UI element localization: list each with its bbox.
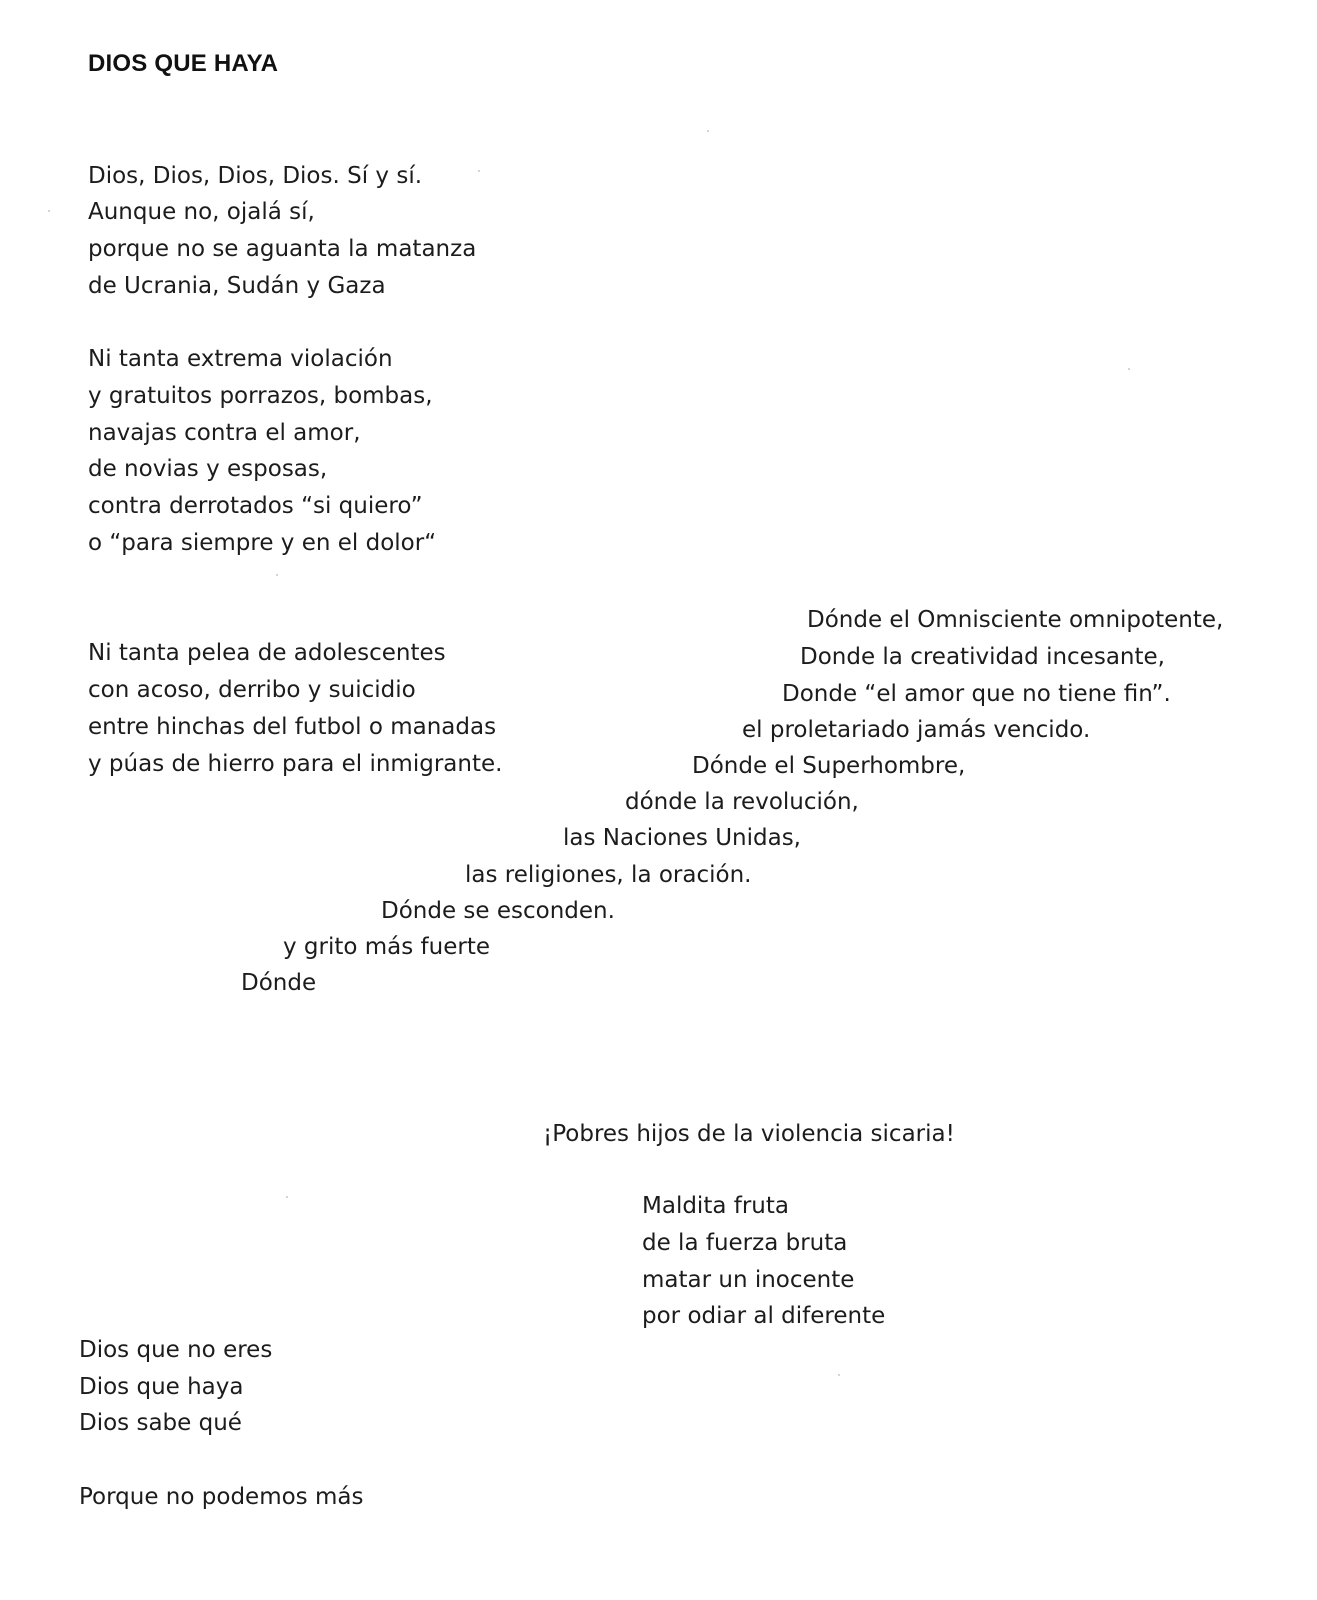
stanza-2-line-6: o “para siempre y en el dolor“ (88, 530, 437, 556)
stanza-6-line-2: Dios que haya (79, 1374, 244, 1400)
stanza-6-line-3: Dios sabe qué (79, 1410, 242, 1436)
diagonal-line-9: Dónde se esconden. (381, 898, 615, 924)
stanza-5-line-1: Maldita fruta (642, 1193, 789, 1219)
stanza-6-line-1: Dios que no eres (79, 1337, 273, 1363)
closing-line: Porque no podemos más (79, 1484, 364, 1510)
diagonal-line-1: Dónde el Omnisciente omnipotente, (807, 607, 1224, 633)
diagonal-line-7: las Naciones Unidas, (563, 825, 801, 851)
scan-speck (286, 1196, 288, 1198)
diagonal-line-5: Dónde el Superhombre, (692, 753, 966, 779)
scan-speck (48, 210, 50, 212)
stanza-1-line-2: Aunque no, ojalá sí, (88, 199, 315, 225)
diagonal-line-2: Donde la creatividad incesante, (800, 644, 1165, 670)
diagonal-line-8: las religiones, la oración. (465, 862, 752, 888)
stanza-2-line-4: de novias y esposas, (88, 456, 328, 482)
diagonal-line-4: el proletariado jamás vencido. (742, 717, 1091, 743)
diagonal-line-10: y grito más fuerte (283, 934, 491, 960)
scan-speck (1128, 368, 1130, 370)
stanza-2-line-2: y gratuitos porrazos, bombas, (88, 383, 433, 409)
diagonal-line-6: dónde la revolución, (625, 789, 859, 815)
stanza-2-line-1: Ni tanta extrema violación (88, 346, 393, 372)
stanza-3-line-1: Ni tanta pelea de adolescentes (88, 640, 446, 666)
stanza-3-line-3: entre hinchas del futbol o manadas (88, 714, 497, 740)
stanza-5-line-4: por odiar al diferente (642, 1303, 886, 1329)
stanza-1-line-4: de Ucrania, Sudán y Gaza (88, 273, 386, 299)
diagonal-line-11: Dónde (241, 970, 317, 996)
stanza-2-line-3: navajas contra el amor, (88, 420, 361, 446)
stanza-5-line-3: matar un inocente (642, 1267, 855, 1293)
poem-title: DIOS QUE HAYA (88, 50, 279, 77)
scan-speck (276, 574, 278, 576)
stanza-3-line-2: con acoso, derribo y suicidio (88, 677, 416, 703)
stanza-3-line-4: y púas de hierro para el inmigrante. (88, 751, 503, 777)
scan-speck (838, 1374, 840, 1376)
exclamation-line: ¡Pobres hijos de la violencia sicaria! (543, 1121, 955, 1147)
scan-speck (478, 170, 480, 172)
stanza-5-line-2: de la fuerza bruta (642, 1230, 848, 1256)
stanza-1-line-1: Dios, Dios, Dios, Dios. Sí y sí. (88, 163, 423, 189)
stanza-1-line-3: porque no se aguanta la matanza (88, 236, 477, 262)
diagonal-line-3: Donde “el amor que no tiene fin”. (782, 681, 1171, 707)
stanza-2-line-5: contra derrotados “si quiero” (88, 493, 423, 519)
scan-speck (707, 130, 709, 132)
